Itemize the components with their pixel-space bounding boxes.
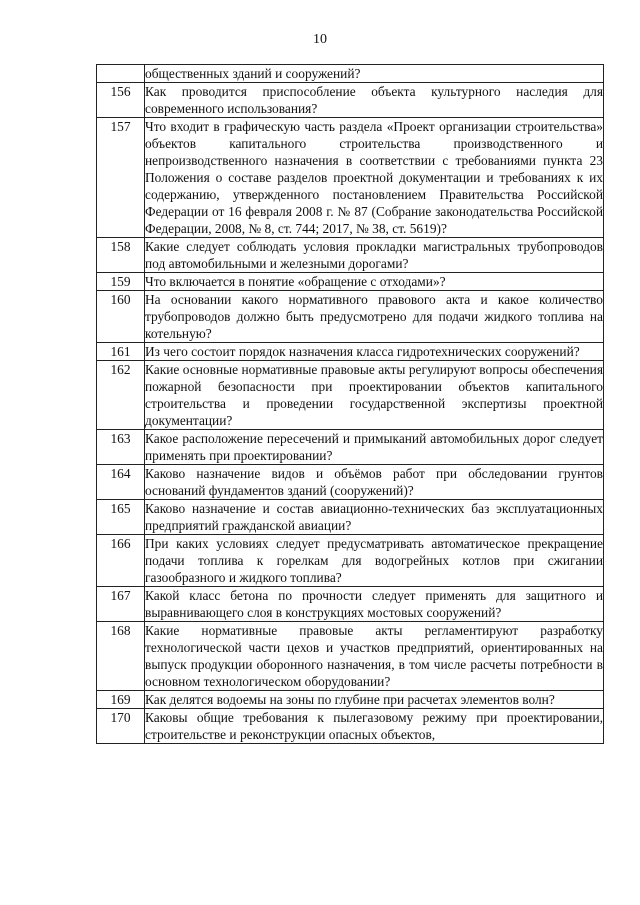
question-text: Каково назначение видов и объёмов работ при обследовании грунтов оснований фундаментов зданий (сооружений)? (145, 466, 603, 498)
table-row (97, 83, 604, 118)
row-number: 156 (97, 83, 145, 118)
table-row (97, 273, 604, 291)
question-text: Какое расположение пересечений и примыканий автомобильных дорог следует применять при проектировании? (145, 431, 603, 463)
question-text: Какие нормативные правовые акты регламентируют разработку технологической части цехов и участков предприятий, ориентированных на выпуск продукции оборонного назначения, в том числе расчеты потребности в основном технологическом оборудовании? (145, 623, 603, 689)
question-text: Из чего состоит порядок назначения класса гидротехнических сооружений? (145, 343, 604, 361)
row-number: 157 (97, 118, 145, 238)
question-text: Какой класс бетона по прочности следует применять для защитного и выравнивающего слоя в конструкциях мостовых сооружений? (145, 588, 603, 620)
table-row (97, 291, 604, 343)
row-number: 170 (97, 709, 145, 744)
table-row (97, 65, 604, 83)
questions-table (96, 64, 604, 744)
question-text: Как делятся водоемы на зоны по глубине при расчетах элементов волн? (145, 691, 604, 709)
question-text: Каковы общие требования к пылегазовому режиму при проектировании, строительстве и реконструкции опасных объектов, (145, 710, 603, 742)
row-number: 165 (97, 500, 145, 535)
table-row (97, 343, 604, 361)
table-row (97, 709, 604, 744)
table-row (97, 118, 604, 238)
table-row (97, 361, 604, 430)
row-number: 167 (97, 587, 145, 622)
table-row (97, 622, 604, 691)
question-text: Какие следует соблюдать условия прокладки магистральных трубопроводов под автомобильными и железными дорогами? (145, 239, 603, 271)
question-text: Что включается в понятие «обращение с отходами»? (145, 273, 604, 291)
row-number: 162 (97, 361, 145, 430)
table-row (97, 691, 604, 709)
table-row (97, 238, 604, 273)
row-number: 169 (97, 691, 145, 709)
row-number: 160 (97, 291, 145, 343)
table-row (97, 465, 604, 500)
page-number: 10 (313, 32, 327, 47)
question-text: На основании какого нормативного правового акта и какое количество трубопроводов должно быть предусмотрено для подачи жидкого топлива на котельную? (145, 292, 603, 341)
row-number: 159 (97, 273, 145, 291)
question-text: Каково назначение и состав авиационно-технических баз эксплуатационных предприятий гражданской авиации? (145, 501, 603, 533)
table-row (97, 535, 604, 587)
row-number: 166 (97, 535, 145, 587)
question-text: Как проводится приспособление объекта культурного наследия для современного использования? (145, 84, 603, 116)
question-text: Какие основные нормативные правовые акты регулируют вопросы обеспечения пожарной безопасности при проектировании объектов капитального строительства и проведении государственной экспертизы проектной документации? (145, 362, 603, 428)
question-text: Что входит в графическую часть раздела «Проект организации строительства» объектов капитального строительства производственного и непроизводственного назначения в соответствии с требованиями пункта 23 Положения о составе разделов проектной документации и требованиях к их содержанию, утвержденного постановлением Правительства Российской Федерации от 16 февраля 2008 г. № 87 (Собрание законодательства Российской Федерации, 2008, № 8, ст. 744; 2017, № 38, ст. 5619)? (145, 119, 603, 236)
table-row (97, 500, 604, 535)
row-number: 163 (97, 430, 145, 465)
row-number: 164 (97, 465, 145, 500)
row-number: 168 (97, 622, 145, 691)
table-row (97, 430, 604, 465)
table-row (97, 587, 604, 622)
row-number: 158 (97, 238, 145, 273)
question-text: общественных зданий и сооружений? (145, 65, 604, 83)
row-number: 161 (97, 343, 145, 361)
row-number (97, 65, 145, 83)
question-text: При каких условиях следует предусматривать автоматическое прекращение подачи топлива к горелкам для водогрейных котлов при сжигании газообразного и жидкого топлива? (145, 536, 603, 585)
